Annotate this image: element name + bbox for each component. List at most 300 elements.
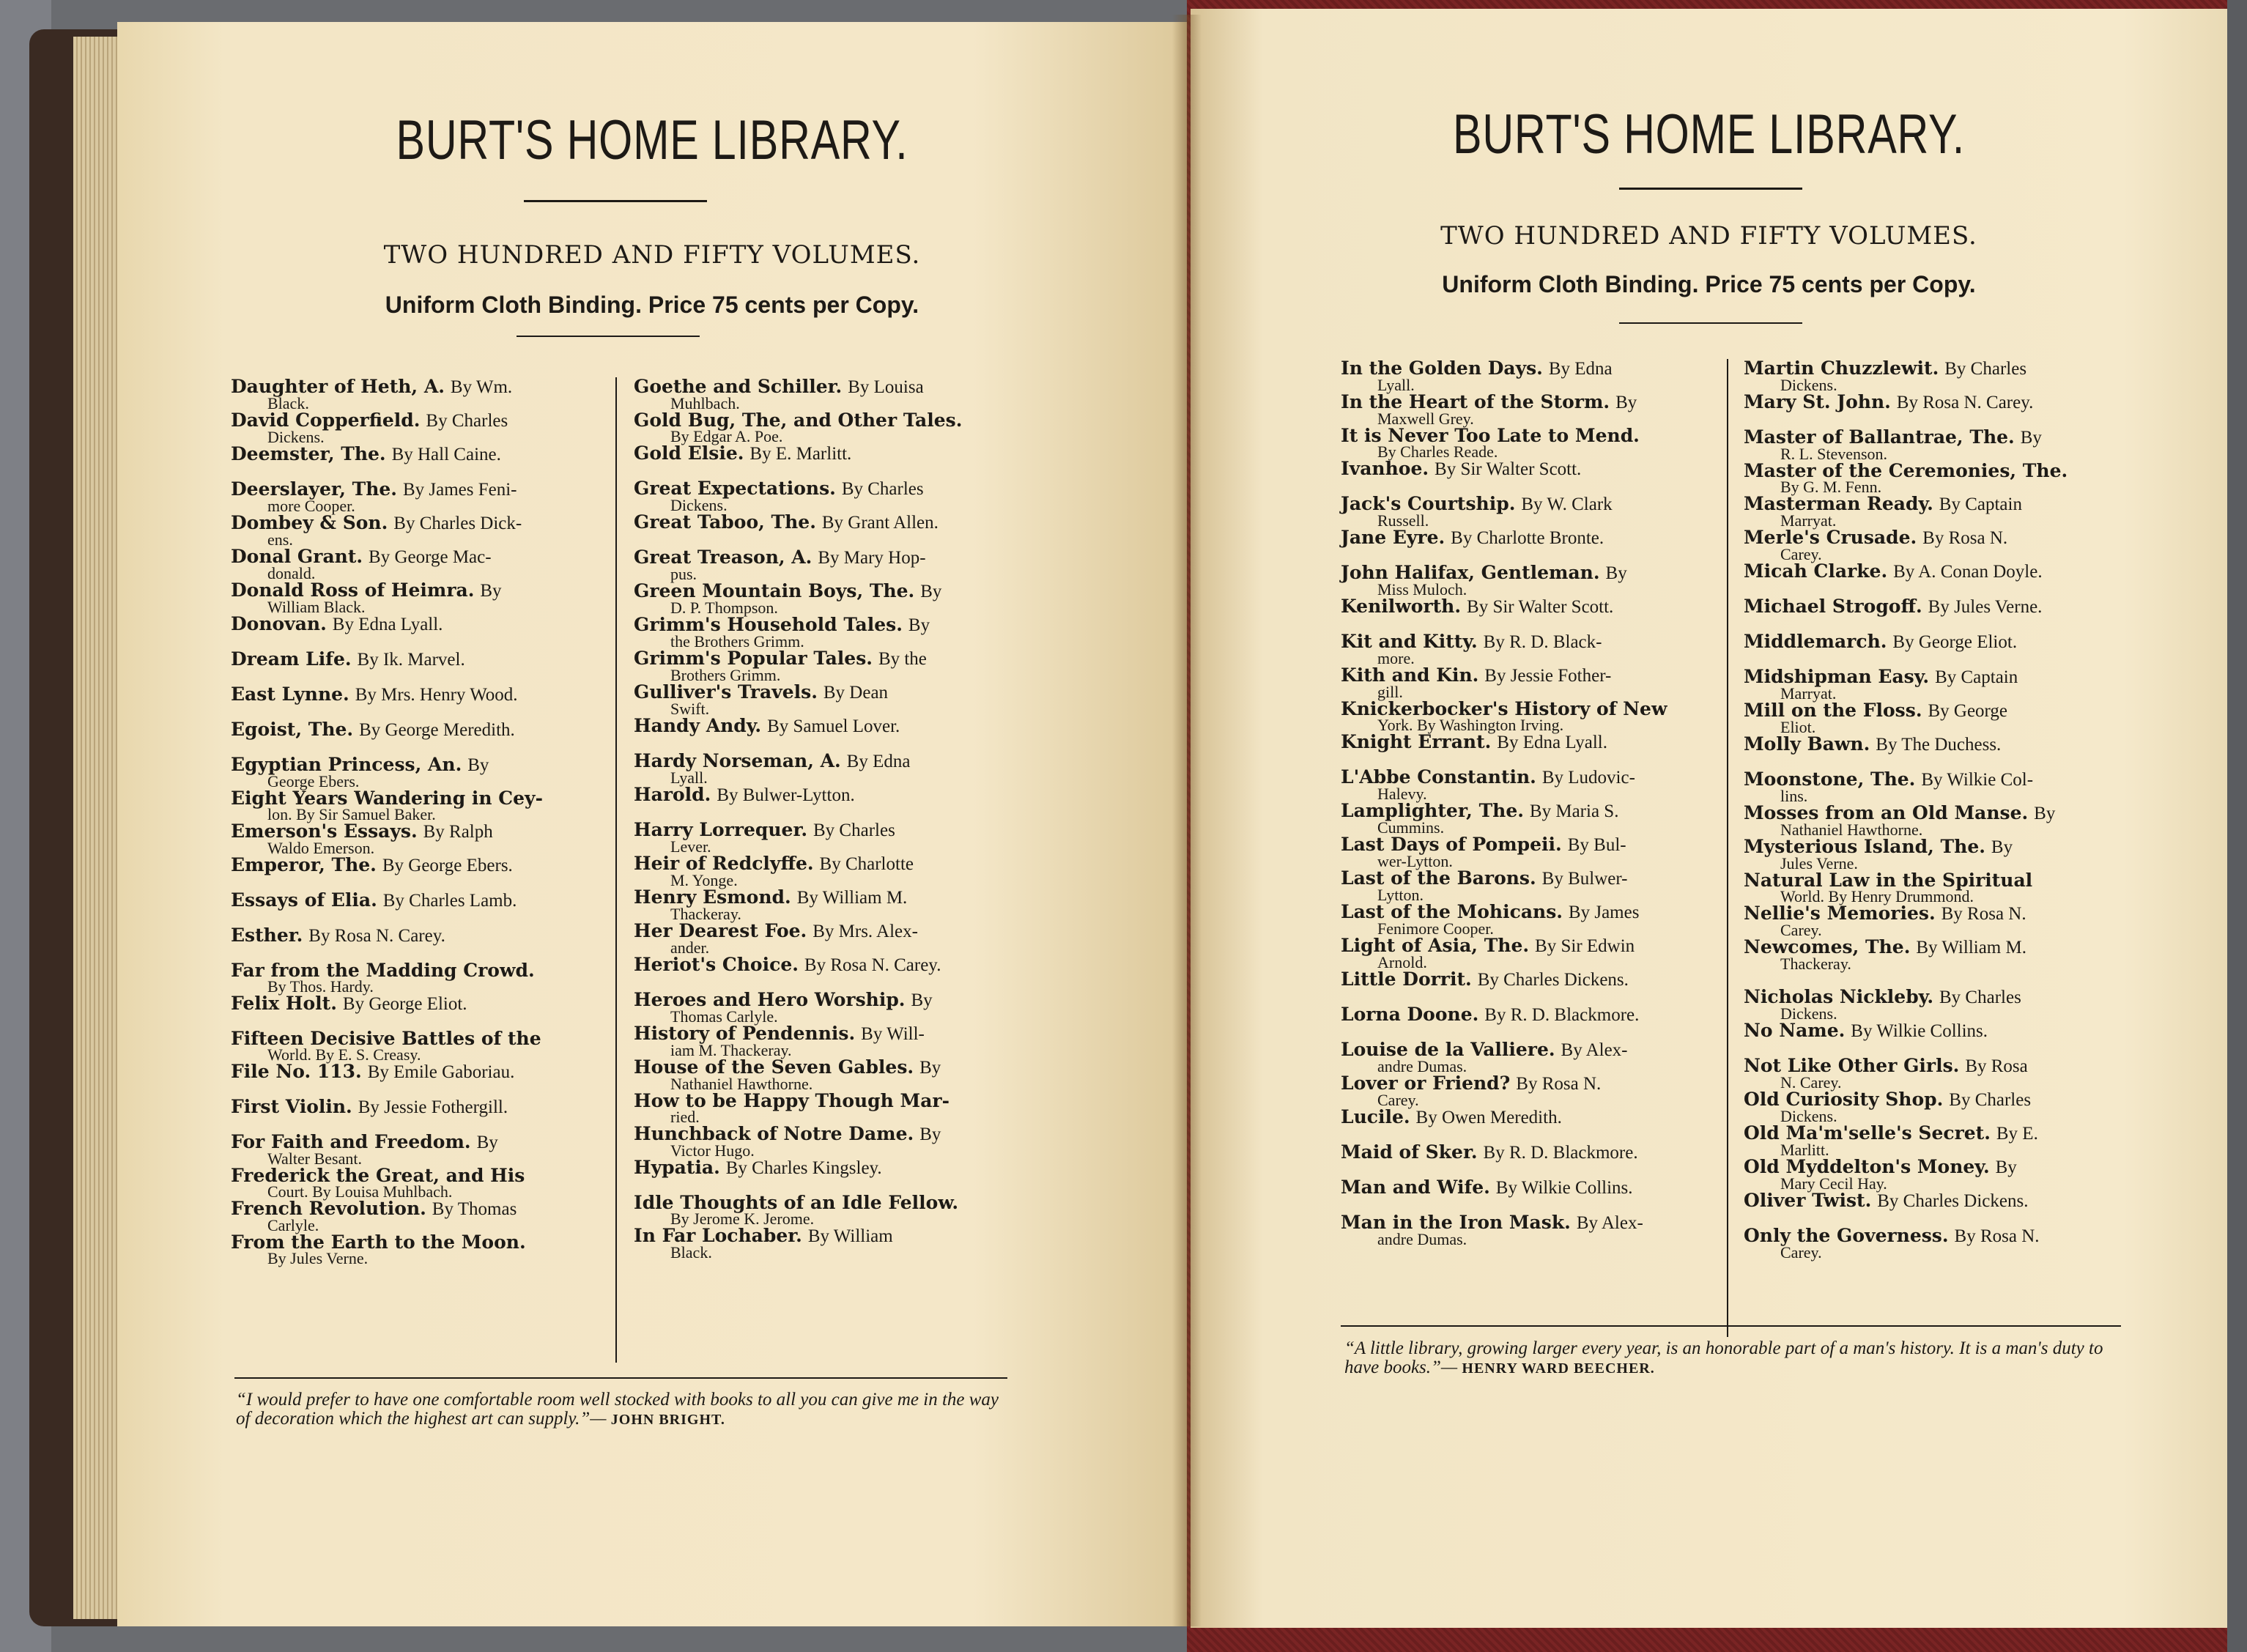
book-author-continued: Mary Cecil Hay. — [1780, 1174, 1887, 1193]
footer-rule — [234, 1377, 1007, 1379]
book-title: Not Like Other Girls. — [1744, 1055, 1960, 1076]
book-title: Last of the Barons. — [1341, 867, 1536, 889]
catalog-entry — [1341, 700, 1714, 733]
catalog-entry — [1744, 1226, 2117, 1260]
book-author: By Mrs. Alex- — [812, 922, 918, 941]
book-author: By — [1615, 393, 1637, 412]
book-title: Jane Eyre. — [1341, 527, 1445, 548]
book-title: Kith and Kin. — [1341, 664, 1479, 686]
column-divider — [1727, 359, 1728, 1337]
book-author: By William M. — [796, 888, 908, 908]
catalog-entry — [634, 888, 1007, 922]
catalog-entry — [1341, 970, 1714, 989]
catalog-entry — [634, 821, 1007, 854]
book-author: By William M. — [1916, 938, 2026, 958]
book-title: Grimm's Household Tales. — [634, 614, 903, 635]
catalog-entry — [1744, 667, 2117, 701]
book-author: By Rosa N. — [1516, 1074, 1602, 1094]
book-author-continued: andre Dumas. — [1377, 1230, 1467, 1248]
book-author: By James — [1568, 903, 1640, 922]
book-author-continued: ried. — [670, 1108, 700, 1126]
book-title: Frederick the Great, and His — [231, 1165, 525, 1186]
book-author-continued: York. By Washington Irving. — [1377, 716, 1564, 734]
book-title: No Name. — [1744, 1020, 1846, 1041]
book-author-continued: By Jerome K. Jerome. — [670, 1210, 815, 1228]
book-author: By Charles — [1944, 359, 2027, 379]
book-author: By Rosa N. Carey. — [1896, 393, 2034, 412]
book-title: Last Days of Pompeii. — [1341, 834, 1562, 855]
book-author: By Alex- — [1576, 1213, 1643, 1233]
entry-gap — [1744, 1040, 2117, 1056]
catalog-entry — [634, 513, 1007, 532]
volumes-subtitle: TWO HUNDRED AND FIFTY VOLUMES. — [1440, 221, 1977, 251]
catalog-entry — [231, 1199, 604, 1233]
catalog-entry — [634, 649, 1007, 683]
book-title: Grimm's Popular Tales. — [634, 648, 873, 669]
book-author: By Sir Edwin — [1535, 936, 1635, 956]
book-title: In Far Lochaber. — [634, 1225, 802, 1246]
catalog-entry — [1341, 1213, 1714, 1247]
entry-gap — [1744, 412, 2117, 428]
book-gutter-shadow — [1172, 15, 1202, 1626]
book-title: Lorna Doone. — [1341, 1004, 1479, 1025]
catalog-entry — [1744, 871, 2117, 904]
quote-attribution: JOHN BRIGHT. — [610, 1412, 725, 1428]
entry-gap — [231, 1013, 604, 1029]
entry-gap — [231, 634, 604, 650]
book-title: French Revolution. — [231, 1198, 426, 1219]
catalog-entry — [1341, 632, 1714, 666]
book-title: Old Curiosity Shop. — [1744, 1089, 1944, 1110]
book-title: Mosses from an Old Manse. — [1744, 802, 2029, 823]
book-author-continued: By Charles Reade. — [1377, 442, 1498, 461]
catalog-entry — [1744, 1056, 2117, 1090]
book-title: Old Myddelton's Money. — [1744, 1156, 1990, 1177]
book-title: Handy Andy. — [634, 715, 762, 736]
book-author: By Grant Allen. — [821, 513, 939, 533]
book-author-continued: N. Carey. — [1780, 1073, 1842, 1092]
book-title: Man in the Iron Mask. — [1341, 1212, 1571, 1233]
book-title: Nicholas Nickleby. — [1744, 986, 1934, 1007]
entry-gap — [1341, 478, 1714, 495]
catalog-entry — [634, 1158, 1007, 1177]
book-author: By — [467, 755, 489, 775]
book-author: By Wilkie Collins. — [1495, 1178, 1633, 1198]
book-title: Natural Law in the Spiritual — [1744, 870, 2033, 891]
book-author: By Ludovic- — [1541, 768, 1635, 788]
catalog-entry — [1341, 1040, 1714, 1074]
book-author: By Samuel Lover. — [767, 716, 900, 736]
book-author: By — [919, 1125, 941, 1144]
book-author: By William — [807, 1226, 893, 1246]
catalog-entry — [1341, 1143, 1714, 1162]
book-author: By Ralph — [423, 822, 493, 842]
book-author-continued: Lyall. — [670, 768, 708, 787]
book-title: John Halifax, Gentleman. — [1341, 562, 1600, 583]
book-title: History of Pendennis. — [634, 1023, 856, 1044]
book-author-continued: By G. M. Fenn. — [1780, 478, 1882, 496]
book-author: By Bulwer- — [1541, 869, 1628, 889]
book-author: By E. — [1996, 1124, 2038, 1144]
entry-gap — [231, 875, 604, 891]
catalog-entry — [231, 926, 604, 945]
book-title: Man and Wife. — [1341, 1177, 1490, 1198]
book-author-continued: Dickens. — [1780, 376, 1837, 394]
catalog-entry — [634, 444, 1007, 463]
book-title: Henry Esmond. — [634, 886, 791, 908]
book-title: Lover or Friend? — [1341, 1073, 1511, 1094]
catalog-entry — [231, 994, 604, 1013]
book-author-continued: Carlyle. — [267, 1216, 319, 1234]
catalog-entry — [231, 1166, 604, 1199]
catalog-entry — [1744, 359, 2117, 393]
catalog-column-right — [634, 377, 1007, 1260]
book-title: Emerson's Essays. — [231, 821, 418, 842]
book-author-continued: Dickens. — [670, 496, 728, 514]
book-author: By Sir Walter Scott. — [1435, 459, 1582, 479]
book-title: For Faith and Freedom. — [231, 1131, 471, 1152]
catalog-entry — [231, 445, 604, 464]
entry-gap — [1341, 752, 1714, 768]
catalog-entry — [1341, 1005, 1714, 1024]
catalog-entry — [1341, 801, 1714, 835]
catalog-entry — [1744, 804, 2117, 837]
book-author-continued: Black. — [670, 1243, 712, 1262]
catalog-entry — [634, 479, 1007, 513]
book-title: Newcomes, The. — [1744, 936, 1911, 958]
entry-gap — [634, 463, 1007, 479]
book-author-continued: the Brothers Grimm. — [670, 632, 804, 651]
book-author: By Mrs. Henry Wood. — [355, 685, 518, 705]
book-author-continued: Dickens. — [1780, 1004, 1837, 1023]
catalog-entry — [231, 1062, 604, 1081]
book-author: By Wilkie Collins. — [1851, 1021, 1988, 1041]
book-author-continued: Waldo Emerson. — [267, 839, 375, 857]
catalog-entry — [231, 650, 604, 669]
book-author: By George Eliot. — [1892, 632, 2018, 652]
book-title: Heroes and Hero Worship. — [634, 989, 906, 1010]
column-divider — [615, 377, 617, 1363]
book-title: Knickerbocker's History of New — [1341, 698, 1667, 719]
book-author-continued: Dickens. — [267, 428, 325, 446]
catalog-entry — [231, 789, 604, 822]
catalog-entry — [1341, 459, 1714, 478]
catalog-entry — [1341, 528, 1714, 547]
quote-text: “A little library, growing larger every year, is an honorable part of a man's history. It is a man's duty to have books.”— — [1344, 1338, 2103, 1377]
volumes-subtitle: TWO HUNDRED AND FIFTY VOLUMES. — [383, 240, 921, 270]
book-title: House of the Seven Gables. — [634, 1056, 914, 1078]
book-author: By Hall Caine. — [391, 445, 501, 464]
catalog-entry — [634, 1125, 1007, 1158]
entry-gap — [1744, 1210, 2117, 1226]
catalog-entry — [1341, 495, 1714, 528]
book-author: By Charles Dickens. — [1477, 970, 1629, 990]
book-title: Knight Errant. — [1341, 731, 1492, 752]
footer-quote — [1344, 1339, 2128, 1378]
book-title: Her Dearest Foe. — [634, 920, 807, 941]
catalog-entry — [634, 990, 1007, 1024]
catalog-entry — [1744, 770, 2117, 804]
book-author: By R. D. Blackmore. — [1484, 1005, 1640, 1025]
catalog-entry — [1341, 393, 1714, 426]
book-author: By Wm. — [450, 377, 513, 397]
book-title: Kenilworth. — [1341, 596, 1462, 617]
book-title: Hardy Norseman, A. — [634, 750, 841, 771]
book-author-continued: more. — [1377, 649, 1415, 667]
entry-gap — [231, 669, 604, 685]
catalog-entry — [634, 854, 1007, 888]
catalog-entry — [1341, 835, 1714, 869]
book-author: By R. D. Blackmore. — [1483, 1143, 1638, 1163]
book-title: Egyptian Princess, An. — [231, 754, 462, 775]
entry-gap — [1744, 581, 2117, 597]
book-author: By — [911, 990, 933, 1010]
book-title: Fifteen Decisive Battles of the — [231, 1028, 541, 1049]
book-author: By R. D. Black- — [1483, 632, 1602, 652]
book-author: By Charles — [1949, 1090, 2032, 1110]
book-author-continued: gill. — [1377, 683, 1403, 701]
book-author-continued: Jules Verne. — [1780, 854, 1858, 873]
book-author-continued: wer-Lytton. — [1377, 852, 1453, 870]
book-author-continued: William Black. — [267, 598, 366, 616]
book-title: Daughter of Heth, A. — [231, 376, 445, 397]
book-author-continued: Miss Muloch. — [1377, 580, 1467, 599]
right-page — [1191, 9, 2227, 1628]
book-title: Lucile. — [1341, 1106, 1410, 1127]
catalog-entry — [1341, 1074, 1714, 1108]
book-author-continued: lins. — [1780, 787, 1808, 805]
entry-gap — [231, 704, 604, 720]
book-author: By Will- — [861, 1024, 925, 1044]
catalog-entry — [1744, 528, 2117, 562]
book-title: Moonstone, The. — [1744, 768, 1916, 790]
entry-gap — [1341, 1197, 1714, 1213]
book-author-continued: Dickens. — [1780, 1107, 1837, 1125]
book-title: Goethe and Schiller. — [634, 376, 843, 397]
page-title: BURT'S HOME LIBRARY. — [1453, 103, 1965, 166]
catalog-entry — [1341, 936, 1714, 970]
book-author: By — [1991, 837, 2013, 857]
book-title: It is Never Too Late to Mend. — [1341, 425, 1640, 446]
book-author-continued: Thackeray. — [1780, 955, 1851, 973]
book-title: Light of Asia, The. — [1341, 935, 1530, 956]
book-author-continued: Muhlbach. — [670, 394, 740, 412]
book-author-continued: Cummins. — [1377, 818, 1445, 837]
catalog-entry — [1744, 632, 2117, 651]
footer-rule — [1341, 1325, 2121, 1327]
book-title: Heir of Redclyffe. — [634, 853, 814, 874]
catalog-entry — [231, 720, 604, 739]
entry-gap — [1341, 1024, 1714, 1040]
book-title: Mysterious Island, The. — [1744, 836, 1985, 857]
book-author: By The Duchess. — [1876, 735, 2002, 755]
catalog-entry — [1341, 869, 1714, 903]
book-author-continued: Thomas Carlyle. — [670, 1007, 778, 1026]
book-author: By — [920, 582, 942, 601]
book-author-continued: Nathaniel Hawthorne. — [1780, 821, 1923, 839]
book-author: By Charles Lamb. — [382, 891, 517, 911]
book-author-continued: more Cooper. — [267, 497, 355, 515]
book-title: In the Heart of the Storm. — [1341, 391, 1610, 412]
catalog-entry — [1341, 666, 1714, 700]
catalog-entry — [634, 1193, 1007, 1226]
book-title: Great Taboo, The. — [634, 511, 816, 533]
book-title: Nellie's Memories. — [1744, 903, 1936, 924]
catalog-entry — [231, 1133, 604, 1166]
book-title: Gulliver's Travels. — [634, 681, 818, 703]
catalog-entry — [231, 961, 604, 994]
page-title: BURT'S HOME LIBRARY. — [396, 109, 908, 171]
catalog-entry — [231, 822, 604, 856]
book-title: Deemster, The. — [231, 443, 386, 464]
catalog-entry — [231, 581, 604, 615]
book-author-continued: World. By E. S. Creasy. — [267, 1045, 421, 1064]
catalog-entry — [231, 615, 604, 634]
book-author: By Rosa N. Carey. — [804, 955, 941, 975]
catalog-entry — [1744, 904, 2117, 938]
catalog-column-left — [231, 377, 604, 1266]
book-author: By W. Clark — [1521, 495, 1613, 514]
book-author: By Edna — [846, 752, 911, 771]
book-title: How to be Happy Though Mar- — [634, 1090, 949, 1111]
book-author-continued: D. P. Thompson. — [670, 599, 778, 617]
catalog-entry — [1341, 563, 1714, 597]
entry-gap — [1341, 1127, 1714, 1143]
book-author: By Jessie Fothergill. — [358, 1097, 508, 1117]
catalog-entry — [634, 752, 1007, 785]
book-title: Gold Bug, The, and Other Tales. — [634, 410, 963, 431]
book-title: Donald Ross of Heimra. — [231, 579, 475, 601]
catalog-entry — [1744, 495, 2117, 528]
book-title: Felix Holt. — [231, 993, 337, 1014]
book-title: Ivanhoe. — [1341, 458, 1429, 479]
book-author-continued: By Edgar A. Poe. — [670, 427, 783, 445]
catalog-entry — [634, 683, 1007, 716]
book-author-continued: Black. — [267, 394, 309, 412]
book-author: By Rosa N. — [1922, 528, 2008, 548]
book-author-continued: Court. By Louisa Muhlbach. — [267, 1182, 453, 1201]
catalog-entry — [231, 1029, 604, 1062]
book-author: By Sir Walter Scott. — [1467, 597, 1614, 617]
book-author: By E. Marlitt. — [749, 444, 852, 464]
book-author: By Dean — [823, 683, 889, 703]
book-author: By A. Conan Doyle. — [1893, 562, 2043, 582]
subtitle-rule — [1619, 322, 1802, 324]
book-title: Master of Ballantrae, The. — [1744, 426, 2015, 448]
catalog-entry — [1744, 1124, 2117, 1157]
book-title: Louise de la Valliere. — [1341, 1039, 1555, 1060]
entry-gap — [1744, 971, 2117, 988]
catalog-entry — [1744, 1191, 2117, 1210]
book-title: Heriot's Choice. — [634, 954, 799, 975]
catalog-entry — [634, 955, 1007, 974]
book-title: Esther. — [231, 925, 303, 946]
entry-gap — [634, 804, 1007, 821]
book-author-continued: lon. By Sir Samuel Baker. — [267, 805, 436, 823]
book-author: By Charlotte Bronte. — [1451, 528, 1604, 548]
book-title: Harold. — [634, 784, 711, 805]
book-title: Merle's Crusade. — [1744, 527, 1917, 548]
catalog-entry — [1341, 359, 1714, 393]
entry-gap — [634, 1177, 1007, 1193]
book-author: By George Mac- — [369, 547, 492, 567]
book-author: By George Eliot. — [342, 994, 467, 1014]
catalog-entry — [634, 377, 1007, 411]
book-author: By — [2034, 804, 2056, 823]
entry-gap — [231, 945, 604, 961]
book-author-continued: ens. — [267, 530, 293, 549]
book-author-continued: Fenimore Cooper. — [1377, 919, 1494, 938]
book-author-continued: donald. — [267, 564, 316, 582]
book-title: Little Dorrit. — [1341, 968, 1472, 990]
catalog-entry — [634, 411, 1007, 444]
book-author: By — [476, 1133, 498, 1152]
book-author-continued: World. By Henry Drummond. — [1780, 887, 1974, 905]
book-title: Essays of Elia. — [231, 889, 377, 911]
book-title: Lamplighter, The. — [1341, 800, 1524, 821]
book-author: By Thomas — [432, 1199, 517, 1219]
book-author-continued: By Thos. Hardy. — [267, 977, 374, 996]
catalog-entry — [634, 1092, 1007, 1125]
book-title: Middlemarch. — [1744, 631, 1887, 652]
catalog-entry — [231, 1097, 604, 1116]
catalog-entry — [1744, 1090, 2117, 1124]
book-title: Far from the Madding Crowd. — [231, 960, 535, 981]
book-author: By Rosa N. — [1941, 904, 2026, 924]
book-title: In the Golden Days. — [1341, 358, 1543, 379]
book-title: East Lynne. — [231, 684, 349, 705]
book-author-continued: By Jules Verne. — [267, 1249, 369, 1267]
book-author: By — [919, 1058, 941, 1078]
book-title: Last of the Mohicans. — [1341, 901, 1563, 922]
entry-gap — [1744, 616, 2117, 632]
entry-gap — [634, 736, 1007, 752]
book-author: By Bulwer-Lytton. — [717, 785, 855, 805]
catalog-entry — [231, 1233, 604, 1266]
book-author-continued: Nathaniel Hawthorne. — [670, 1075, 813, 1093]
book-author: By Captain — [1935, 667, 2018, 687]
book-author-continued: andre Dumas. — [1377, 1057, 1467, 1075]
entry-gap — [1341, 1162, 1714, 1178]
catalog-entry — [1744, 393, 2117, 412]
book-author-continued: Thackeray. — [670, 905, 741, 923]
book-author-continued: Halevy. — [1377, 785, 1427, 803]
book-author: By the — [878, 649, 927, 669]
book-title: Jack's Courtship. — [1341, 493, 1516, 514]
catalog-entry — [231, 755, 604, 789]
book-author: By — [1995, 1157, 2017, 1177]
book-author-continued: George Ebers. — [267, 772, 360, 790]
book-author: By Charles Dick- — [393, 514, 522, 533]
left-page — [117, 22, 1187, 1626]
catalog-entry — [634, 1024, 1007, 1058]
book-author: By Alex- — [1561, 1040, 1628, 1060]
book-author: By Edna Lyall. — [332, 615, 443, 634]
book-title: David Copperfield. — [231, 410, 421, 431]
book-title: From the Earth to the Moon. — [231, 1231, 526, 1253]
book-author-continued: Victor Hugo. — [670, 1141, 755, 1160]
book-author-continued: Maxwell Grey. — [1377, 410, 1474, 428]
catalog-entry — [231, 514, 604, 547]
book-author: By Rosa N. Carey. — [308, 926, 445, 946]
book-author: By George Meredith. — [359, 720, 515, 740]
catalog-entry — [634, 1226, 1007, 1260]
book-author: By Mary Hop- — [818, 548, 926, 568]
book-title: Emperor, The. — [231, 854, 377, 875]
book-title: Maid of Sker. — [1341, 1141, 1478, 1163]
catalog-entry — [1744, 837, 2117, 871]
book-author: By George Ebers. — [382, 856, 513, 875]
